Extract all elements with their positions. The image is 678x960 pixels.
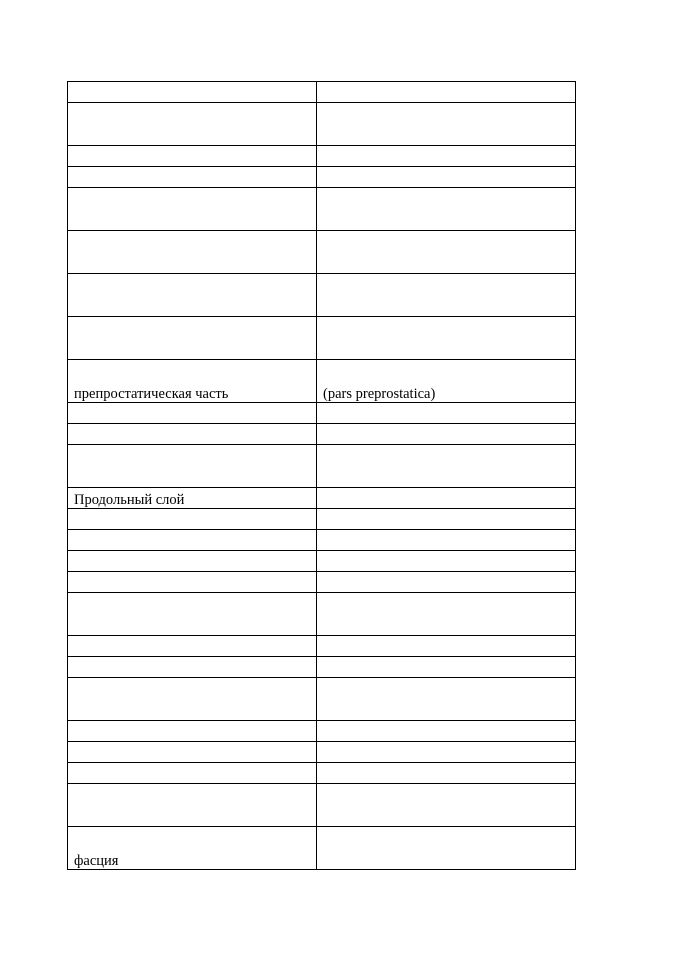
table-row (68, 403, 576, 424)
table-row (68, 784, 576, 827)
table-cell-left (68, 636, 317, 657)
table-row (68, 274, 576, 317)
table-cell-left (68, 509, 317, 530)
table-row (68, 509, 576, 530)
table-row (68, 103, 576, 146)
table-cell-right (317, 593, 576, 636)
table-cell-right (317, 763, 576, 784)
table-cell-left (68, 530, 317, 551)
term-table (67, 81, 576, 870)
table-row (68, 231, 576, 274)
table-row (68, 551, 576, 572)
table-cell-right (317, 231, 576, 274)
table-cell-left (68, 317, 317, 360)
table-cell-left (68, 188, 317, 231)
table-row (68, 188, 576, 231)
table-cell-right (317, 146, 576, 167)
table-cell-right (317, 827, 576, 870)
table-cell-right (317, 551, 576, 572)
table-row (68, 146, 576, 167)
table-cell-right (317, 445, 576, 488)
table-cell-left (68, 82, 317, 103)
table-cell-left (68, 146, 317, 167)
table-row (68, 82, 576, 103)
table-cell-right (317, 488, 576, 509)
table-cell-left: фасция (68, 827, 317, 870)
table-cell-right (317, 274, 576, 317)
table-cell-right (317, 424, 576, 445)
table-row (68, 424, 576, 445)
table-cell-left: препростатическая часть (68, 360, 317, 403)
table-row (68, 678, 576, 721)
table-cell-left (68, 678, 317, 721)
table-row (68, 167, 576, 188)
table-cell-right (317, 82, 576, 103)
table-cell-left (68, 403, 317, 424)
table-cell-left (68, 721, 317, 742)
table-cell-left (68, 551, 317, 572)
table-cell-right (317, 103, 576, 146)
table-cell-right (317, 678, 576, 721)
table-cell-right (317, 742, 576, 763)
table-row (68, 763, 576, 784)
table-cell-right (317, 403, 576, 424)
table-cell-left: Продольный слой (68, 488, 317, 509)
table-cell-left (68, 167, 317, 188)
table-row (68, 657, 576, 678)
table-cell-right (317, 317, 576, 360)
table-cell-left (68, 274, 317, 317)
table-row (68, 317, 576, 360)
table-cell-left (68, 784, 317, 827)
table-cell-left (68, 231, 317, 274)
table-cell-left (68, 445, 317, 488)
table-cell-left (68, 103, 317, 146)
table-cell-right (317, 657, 576, 678)
table-cell-right (317, 636, 576, 657)
table-cell-right (317, 509, 576, 530)
table-row (68, 572, 576, 593)
table-row (68, 721, 576, 742)
table-row (68, 593, 576, 636)
table-cell-right: (pars preprostatica) (317, 360, 576, 403)
table-row (68, 530, 576, 551)
table-row (68, 445, 576, 488)
table-cell-right (317, 188, 576, 231)
table-cell-right (317, 530, 576, 551)
table-cell-right (317, 572, 576, 593)
table-row (68, 488, 576, 509)
table-cell-left (68, 572, 317, 593)
table-cell-right (317, 721, 576, 742)
table-row (68, 360, 576, 403)
table-cell-left (68, 657, 317, 678)
table-cell-right (317, 167, 576, 188)
table-cell-left (68, 424, 317, 445)
table-row (68, 636, 576, 657)
table-row (68, 827, 576, 870)
table-cell-left (68, 763, 317, 784)
table-cell-left (68, 742, 317, 763)
table-row (68, 742, 576, 763)
table-cell-left (68, 593, 317, 636)
table-cell-right (317, 784, 576, 827)
